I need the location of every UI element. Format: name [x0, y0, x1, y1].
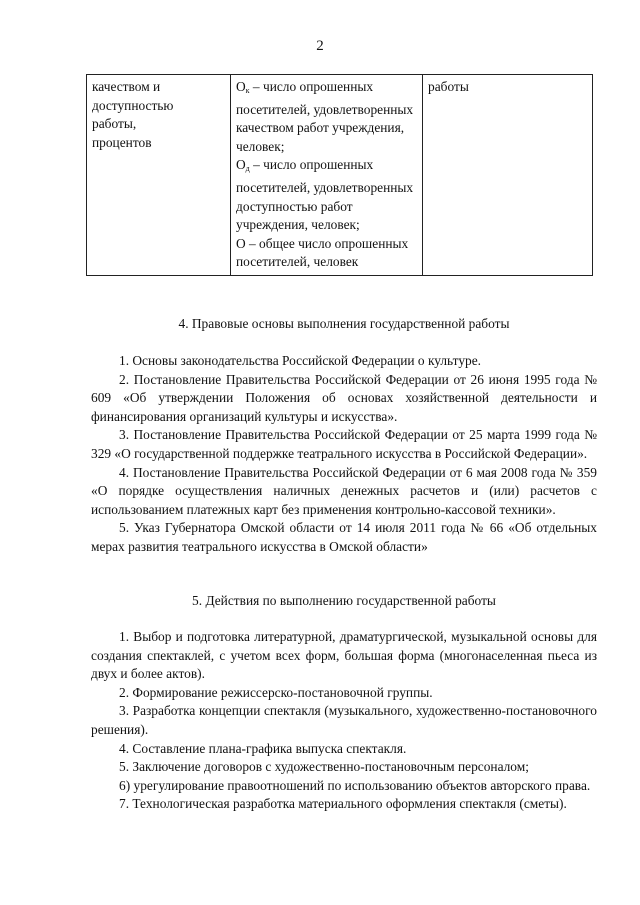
list-item: 4. Составление плана-графика выпуска спектакля. [119, 740, 407, 756]
list-item: 7. Технологическая разработка материального оформления спектакля (сметы). [119, 796, 567, 812]
indicator-name-line: доступностью [92, 97, 174, 113]
list-item: 6) урегулирование правоотношений по использованию объектов авторского права. [119, 777, 591, 793]
legend-text: – число опрошенных посетителей, удовлетворенных доступностью работ учреждения, человек; [236, 157, 414, 233]
indicator-table [86, 74, 593, 276]
list-item: 5. Указ Губернатора Омской области от 14 июля 2011 года № 66 «Об отдельных мерах развития театрального искусства в Омской области» [91, 520, 597, 554]
indicator-name-line: работы, [92, 116, 137, 132]
section-4-list [91, 352, 597, 557]
source-cell: работы [423, 75, 593, 276]
list-item: 5. Заключение договоров с художественно-постановочным персоналом; [119, 759, 529, 775]
symbol-subscript: к [245, 86, 250, 95]
indicator-name-line: качеством и [92, 79, 161, 94]
legend-item-accessibility [236, 156, 418, 234]
list-item: 3. Разработка концепции спектакля (музыкального, художественно-постановочного решения). [91, 703, 597, 737]
legend-item-quality [236, 78, 418, 156]
indicator-name-cell [87, 75, 231, 276]
indicator-name-line: процентов [92, 134, 152, 150]
list-item: 4. Постановление Правительства Российской Федерации от 6 мая 2008 года № 359 «О порядке осуществления наличных денежных расчетов и (или) расчетов с использованием платежных карт без применения контрольно-кассовой техники». [91, 464, 597, 517]
section-4-heading: 4. Правовые основы выполнения государственной работы [178, 316, 510, 331]
symbol: О [236, 157, 246, 173]
symbol-subscript: д [245, 164, 250, 174]
symbol: О [236, 79, 246, 94]
table-row [87, 75, 593, 276]
list-item: 1. Выбор и подготовка литературной, драматургической, музыкальной основы для создания спектаклей, с учетом всех форм, большая форма (многонаселенная пьеса из двух и более актов). [91, 629, 597, 682]
formula-legend-cell [231, 75, 423, 276]
list-item: 2. Постановление Правительства Российской Федерации от 26 июня 1995 года № 609 «Об утверждении Положения об основах хозяйственной деятельности и финансирования организаций культуры и искусства». [91, 371, 597, 424]
page-number: 2 [316, 38, 324, 54]
list-item: 3. Постановление Правительства Российской Федерации от 25 марта 1999 года № 329 «О государственной поддержке театрального искусства в Российской Федерации». [91, 427, 597, 461]
list-item: 1. Основы законодательства Российской Федерации о культуре. [119, 353, 482, 368]
section-5-heading: 5. Действия по выполнению государственной работы [192, 593, 496, 608]
list-item: 2. Формирование режиссерско-постановочной группы. [119, 684, 433, 700]
section-5-list [91, 628, 597, 814]
legend-item-total: О – общее число опрошенных посетителей, человек [236, 235, 409, 270]
legend-text: – число опрошенных посетителей, удовлетворенных качеством работ учреждения, человек; [236, 79, 414, 154]
